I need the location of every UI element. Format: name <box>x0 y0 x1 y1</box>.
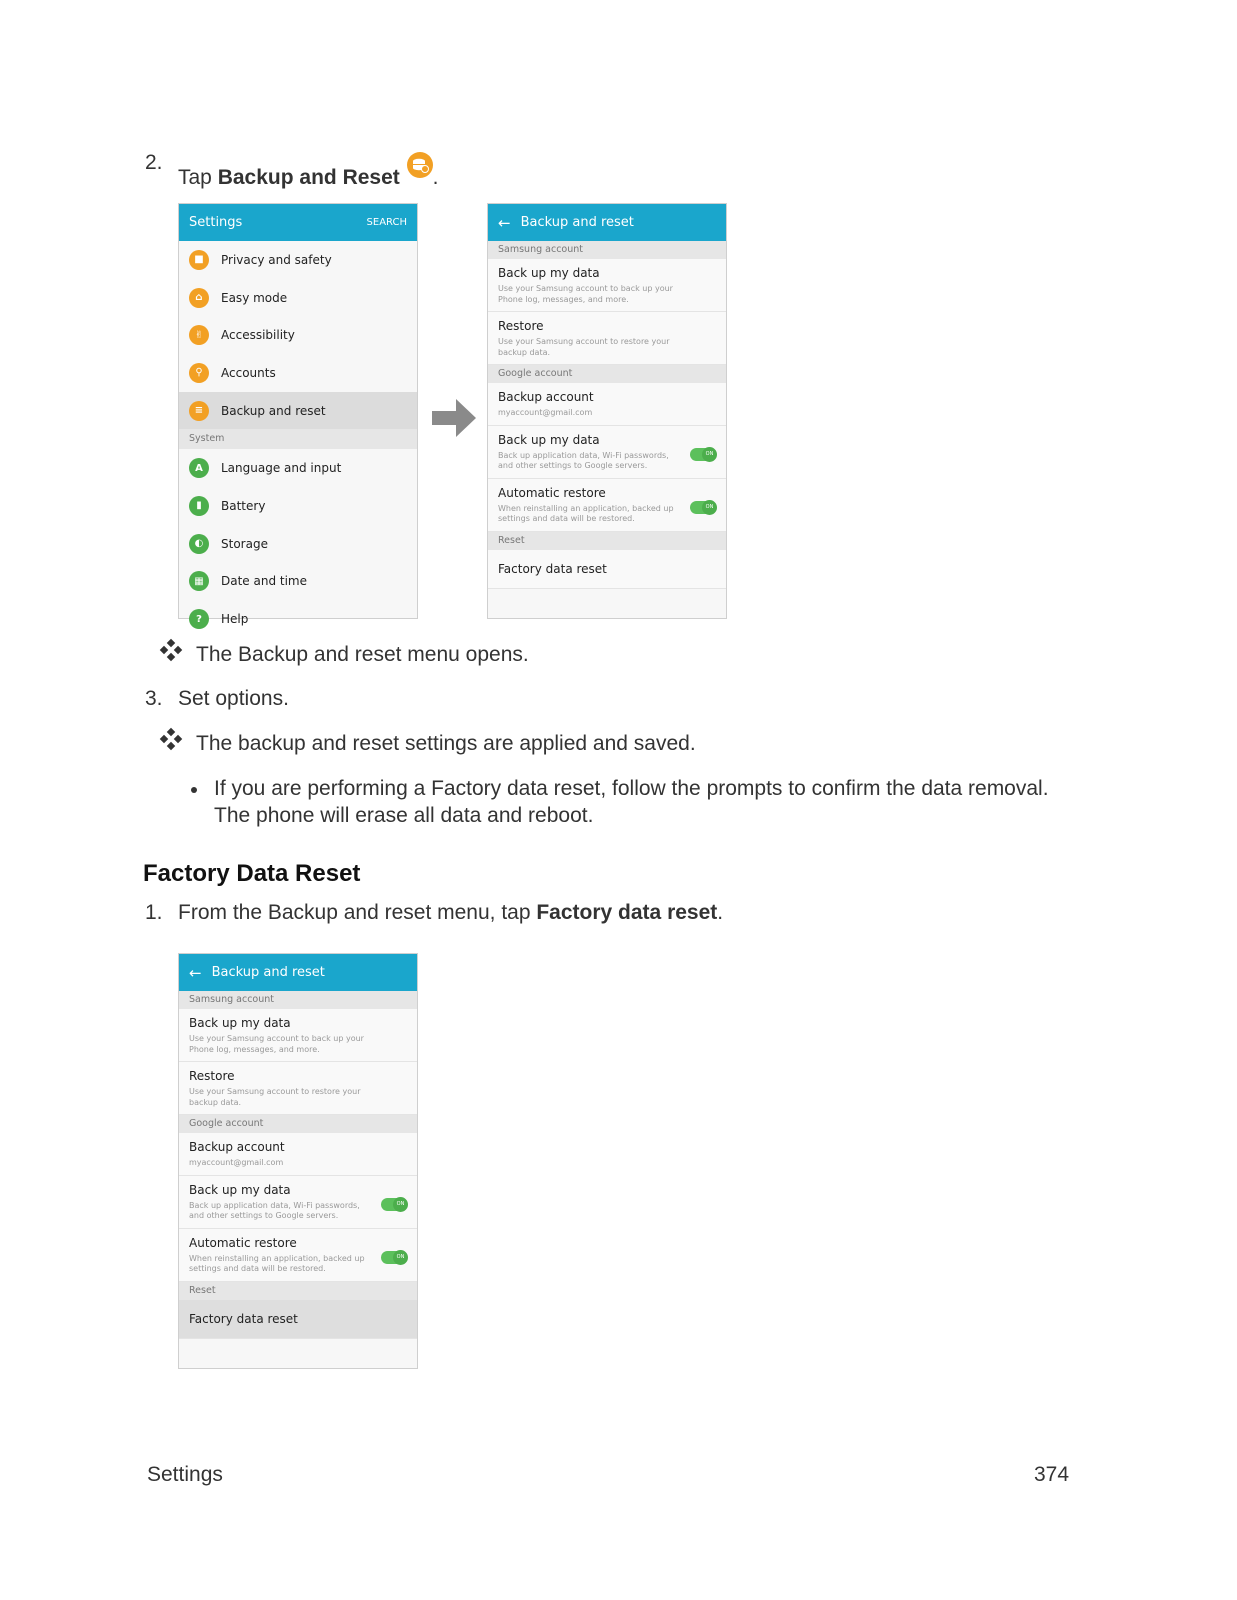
item-subtitle: Back up application data, Wi-Fi passwords, and other settings to Google servers. <box>189 1200 360 1220</box>
item-subtitle: Use your Samsung account to back up your Phone log, messages, and more. <box>498 284 673 304</box>
item-subtitle: When reinstalling an application, backed up settings and data will be restored. <box>498 503 674 523</box>
backup-my-data-item[interactable] <box>488 259 726 312</box>
result-bullet-icon <box>160 639 182 661</box>
item-title: Back up my data <box>189 1182 291 1197</box>
item-title: Automatic restore <box>189 1235 297 1250</box>
page-number: 374 <box>1034 1463 1070 1486</box>
step-text <box>178 901 723 925</box>
step-number: 3. <box>145 687 163 710</box>
bullet-text-line1: If you are performing a Factory data reset, follow the prompts to confirm the data removal. <box>214 777 1049 800</box>
settings-title: Settings <box>189 215 243 230</box>
result-bullet-icon <box>160 728 182 750</box>
hand-icon: ✌ <box>189 325 209 345</box>
item-subtitle: Use your Samsung account to back up your Phone log, messages, and more. <box>189 1034 364 1054</box>
bullet-dot <box>191 787 197 793</box>
step-suffix: . <box>717 901 724 924</box>
section-google: Google account <box>488 365 726 383</box>
toggle-label: ON <box>702 447 717 462</box>
backup-icon: ≡ <box>189 401 209 421</box>
result-text: The Backup and reset menu opens. <box>196 643 529 666</box>
section-samsung: Samsung account <box>488 241 726 259</box>
step-text: Set options. <box>178 687 289 710</box>
bullet-text-line2: The phone will erase all data and reboot. <box>214 804 594 827</box>
item-title: Restore <box>189 1069 235 1083</box>
factory-reset-item[interactable] <box>488 550 726 589</box>
settings-title-bar <box>179 204 417 241</box>
item-title: Backup account <box>498 390 594 404</box>
factory-reset-item[interactable] <box>179 1300 417 1339</box>
section-system: System <box>179 429 417 449</box>
menu-item-label: Accessibility <box>221 328 295 343</box>
menu-item-accounts[interactable] <box>179 354 417 392</box>
section-samsung: Samsung account <box>179 991 417 1009</box>
search-button[interactable]: SEARCH <box>366 217 407 228</box>
item-subtitle: Use your Samsung account to restore your backup data. <box>498 337 670 357</box>
backup-account-item[interactable] <box>179 1133 417 1176</box>
backup-title: Backup and reset <box>520 215 634 230</box>
item-subtitle: myaccount@gmail.com <box>189 1158 284 1167</box>
battery-icon: ▮ <box>189 496 209 516</box>
backup-reset-icon <box>407 152 433 178</box>
section-heading: Factory Data Reset <box>143 860 361 887</box>
backup-title-bar <box>488 204 726 241</box>
lock-icon: ■ <box>189 250 209 270</box>
section-reset: Reset <box>179 1282 417 1300</box>
menu-item-label: Backup and reset <box>221 403 326 418</box>
menu-item-accessibility[interactable] <box>179 316 417 354</box>
language-icon: A <box>189 458 209 478</box>
toggle-label: ON <box>393 1197 408 1212</box>
section-google: Google account <box>179 1115 417 1133</box>
menu-item-label: Battery <box>221 498 266 513</box>
item-subtitle: Back up application data, Wi-Fi passwords, and other settings to Google servers. <box>498 450 669 470</box>
backup-screenshot-top <box>487 203 727 619</box>
menu-item-privacy[interactable] <box>179 241 417 279</box>
google-backup-toggle[interactable] <box>381 1198 407 1211</box>
item-subtitle: Use your Samsung account to restore your backup data. <box>189 1087 361 1107</box>
google-backup-item[interactable] <box>488 426 726 479</box>
item-title: Restore <box>498 319 544 333</box>
help-icon: ? <box>189 609 209 629</box>
key-icon: ⚲ <box>189 363 209 383</box>
settings-screenshot <box>178 203 418 627</box>
menu-item-label: Date and time <box>221 574 307 589</box>
step-bold: Factory data reset <box>536 901 718 924</box>
step-text <box>178 152 438 190</box>
menu-item-battery[interactable] <box>179 487 417 525</box>
back-arrow-icon[interactable]: ← <box>498 213 511 232</box>
backup-title: Backup and reset <box>211 965 325 980</box>
item-subtitle: When reinstalling an application, backed up settings and data will be restored. <box>189 1253 365 1273</box>
menu-item-label: Storage <box>221 536 268 551</box>
calendar-icon: ▦ <box>189 571 209 591</box>
restore-item[interactable] <box>488 312 726 365</box>
menu-item-backup-reset[interactable] <box>179 392 417 430</box>
item-title: Factory data reset <box>189 1311 298 1326</box>
auto-restore-item[interactable] <box>488 479 726 532</box>
menu-item-label: Accounts <box>221 365 276 380</box>
item-subtitle: myaccount@gmail.com <box>498 408 593 417</box>
step-suffix: . <box>432 166 439 189</box>
toggle-label: ON <box>393 1250 408 1265</box>
back-arrow-icon[interactable]: ← <box>189 963 202 982</box>
footer-section: Settings <box>147 1463 223 1486</box>
step-prefix: From the Backup and reset menu, tap <box>178 901 537 924</box>
toggle-label: ON <box>702 500 717 515</box>
google-backup-toggle[interactable] <box>690 448 716 461</box>
menu-item-label: Easy mode <box>221 290 288 305</box>
storage-icon: ◐ <box>189 534 209 554</box>
menu-item-label: Help <box>221 612 249 627</box>
item-title: Backup account <box>189 1140 285 1154</box>
menu-item-easy-mode[interactable] <box>179 279 417 317</box>
step-number: 2. <box>145 151 163 174</box>
step-prefix: Tap <box>178 166 218 189</box>
section-reset: Reset <box>488 532 726 550</box>
step-bold: Backup and Reset <box>217 166 400 189</box>
auto-restore-item[interactable] <box>179 1229 417 1282</box>
backup-screenshot-bottom <box>178 953 418 1369</box>
result-text: The backup and reset settings are applied and saved. <box>196 732 696 755</box>
backup-account-item[interactable] <box>488 383 726 426</box>
backup-my-data-item[interactable] <box>179 1009 417 1062</box>
menu-item-label: Language and input <box>221 461 342 476</box>
menu-item-storage[interactable] <box>179 525 417 563</box>
item-title: Back up my data <box>498 266 600 280</box>
menu-item-date-time[interactable] <box>179 563 417 601</box>
google-backup-item[interactable] <box>179 1176 417 1229</box>
item-title: Back up my data <box>189 1016 291 1030</box>
restore-item[interactable] <box>179 1062 417 1115</box>
menu-item-language[interactable] <box>179 449 417 487</box>
right-arrow-icon <box>430 397 478 439</box>
auto-restore-toggle[interactable] <box>381 1251 407 1264</box>
item-title: Factory data reset <box>498 561 607 576</box>
backup-title-bar <box>179 954 417 991</box>
item-title: Automatic restore <box>498 485 606 500</box>
home-icon: ⌂ <box>189 288 209 308</box>
auto-restore-toggle[interactable] <box>690 501 716 514</box>
step-number: 1. <box>145 901 163 924</box>
item-title: Back up my data <box>498 432 600 447</box>
menu-item-label: Privacy and safety <box>221 252 332 267</box>
menu-item-help[interactable] <box>179 600 417 638</box>
